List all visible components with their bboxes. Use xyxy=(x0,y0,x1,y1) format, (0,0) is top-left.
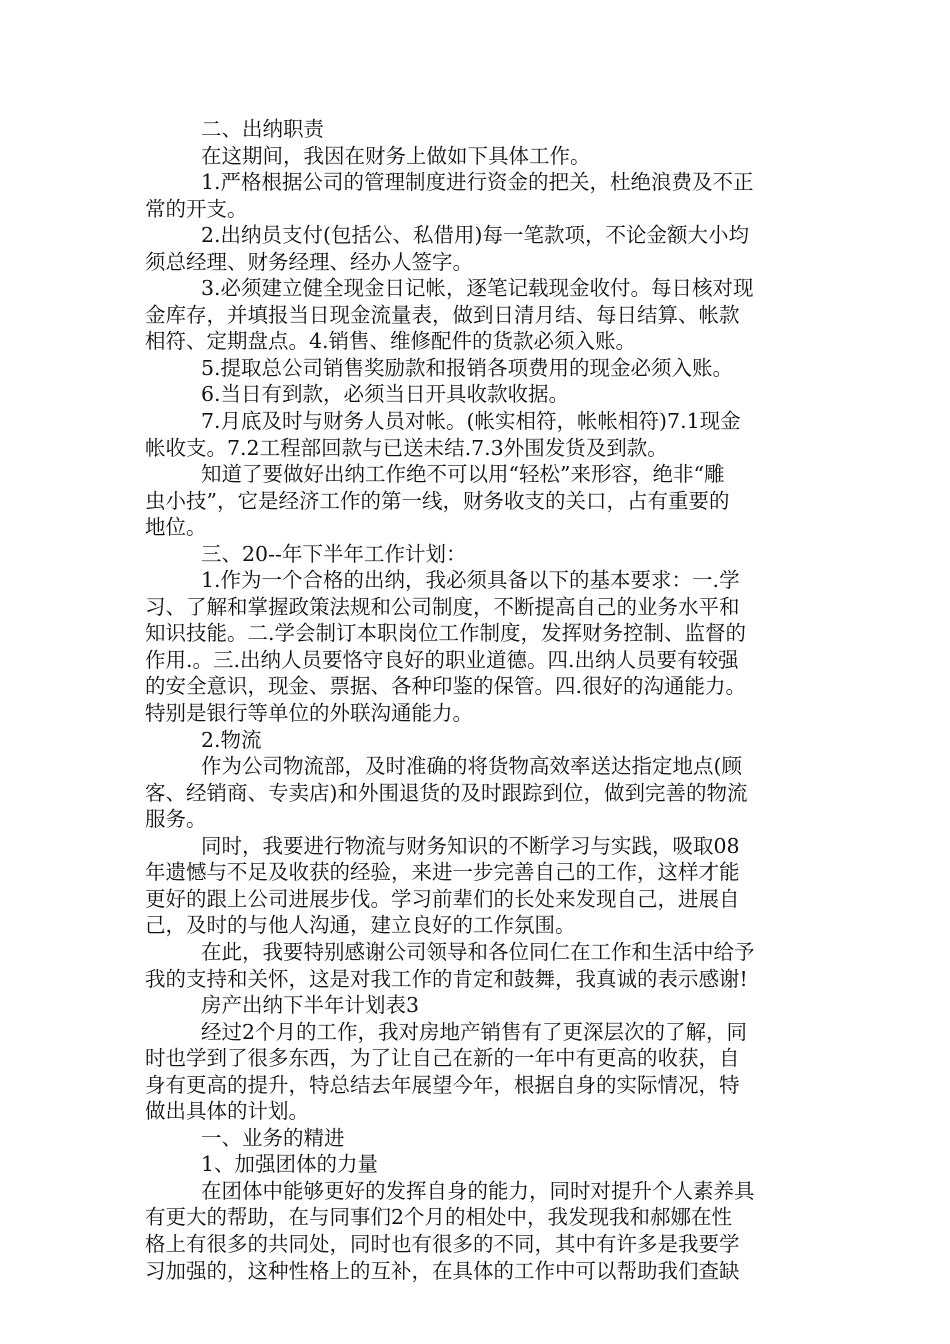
document-line: 二、出纳职责 xyxy=(201,117,324,141)
document-page xyxy=(145,116,807,1284)
document-line: 在此，我要特别感谢公司领导和各位同仁在工作和生活中给予 xyxy=(201,939,755,964)
document-line: 特别是银行等单位的外联沟通能力。 xyxy=(145,701,473,726)
document-line: 相符、定期盘点。4.销售、维修配件的货款必须入账。 xyxy=(145,329,637,354)
document-line: 房产出纳下半年计划表3 xyxy=(201,993,420,1018)
document-line: 在团体中能够更好的发挥自身的能力，同时对提升个人素养具 xyxy=(201,1178,755,1203)
document-line: 的安全意识，现金、票据、各种印鉴的保管。四.很好的沟通能力。 xyxy=(145,674,747,699)
document-line: 2.物流 xyxy=(201,727,262,752)
document-line: 己，及时的与他人沟通，建立良好的工作氛围。 xyxy=(145,913,576,938)
document-line: 1.严格根据公司的管理制度进行资金的把关，杜绝浪费及不正 xyxy=(201,170,754,195)
document-line: 7.月底及时与财务人员对帐。(帐实相符，帐帐相符)7.1现金 xyxy=(201,409,741,434)
document-line: 金库存，并填报当日现金流量表，做到日清月结、每日结算、帐款 xyxy=(145,302,740,327)
document-line: 习、了解和掌握政策法规和公司制度，不断提高自己的业务水平和 xyxy=(145,594,740,619)
document-line: 格上有很多的共同处，同时也有很多的不同，其中有许多是我要学 xyxy=(145,1231,740,1256)
document-line: 习加强的，这种性格上的互补，在具体的工作中可以帮助我们查缺 xyxy=(145,1258,740,1283)
document-line: 须总经理、财务经理、经办人签字。 xyxy=(145,249,473,274)
document-line: 常的开支。 xyxy=(145,196,248,221)
document-line: 客、经销商、专卖店)和外围退货的及时跟踪到位，做到完善的物流 xyxy=(145,780,748,805)
document-line: 我的支持和关怀，这是对我工作的肯定和鼓舞，我真诚的表示感谢! xyxy=(145,966,748,991)
document-line: 身有更高的提升，特总结去年展望今年，根据自身的实际情况，特 xyxy=(145,1072,740,1097)
document-line: 地位。 xyxy=(145,515,207,540)
document-line: 2.出纳员支付(包括公、私借用)每一笔款项，不论金额大小均 xyxy=(201,223,750,248)
document-line: 做出具体的计划。 xyxy=(145,1099,309,1124)
document-line: 作用.。三.出纳人员要恪守良好的职业道德。四.出纳人员要有较强 xyxy=(145,647,739,672)
document-line: 时也学到了很多东西，为了让自己在新的一年中有更高的收获，自 xyxy=(145,1046,740,1071)
document-line: 3.必须建立健全现金日记帐，逐笔记载现金收付。每日核对现 xyxy=(201,276,754,301)
document-line: 5.提取总公司销售奖励款和报销各项费用的现金必须入账。 xyxy=(201,355,734,380)
document-line: 一、业务的精进 xyxy=(201,1125,345,1150)
document-line: 1.作为一个合格的出纳，我必须具备以下的基本要求：一.学 xyxy=(201,568,740,593)
document-line: 同时，我要进行物流与财务知识的不断学习与实践，吸取08 xyxy=(201,833,740,858)
document-line: 知道了要做好出纳工作绝不可以用“轻松”来形容，绝非“雕 xyxy=(201,462,725,487)
document-line: 在这期间，我因在财务上做如下具体工作。 xyxy=(201,143,591,168)
document-line: 经过2个月的工作，我对房地产销售有了更深层次的了解，同 xyxy=(201,1019,748,1044)
document-line: 1、加强团体的力量 xyxy=(201,1152,379,1177)
document-line: 三、20--年下半年工作计划： xyxy=(201,541,467,566)
document-line: 作为公司物流部，及时准确的将货物高效率送达指定地点(顾 xyxy=(201,754,742,779)
document-line: 帐收支。7.2工程部回款与已送未结.7.3外围发货及到款。 xyxy=(145,435,668,460)
document-line: 有更大的帮助，在与同事们2个月的相处中，我发现我和郝娜在性 xyxy=(145,1205,733,1230)
document-line: 知识技能。二.学会制订本职岗位工作制度，发挥财务控制、监督的 xyxy=(145,621,747,646)
document-line: 6.当日有到款，必须当日开具收款收据。 xyxy=(201,382,570,407)
document-line: 虫小技”，它是经济工作的第一线，财务收支的关口，占有重要的 xyxy=(145,488,730,513)
document-line: 年遗憾与不足及收获的经验，来进一步完善自己的工作，这样才能 xyxy=(145,860,740,885)
document-line: 服务。 xyxy=(145,807,207,832)
document-line: 更好的跟上公司进展步伐。学习前辈们的长处来发现自己，进展自 xyxy=(145,886,740,911)
